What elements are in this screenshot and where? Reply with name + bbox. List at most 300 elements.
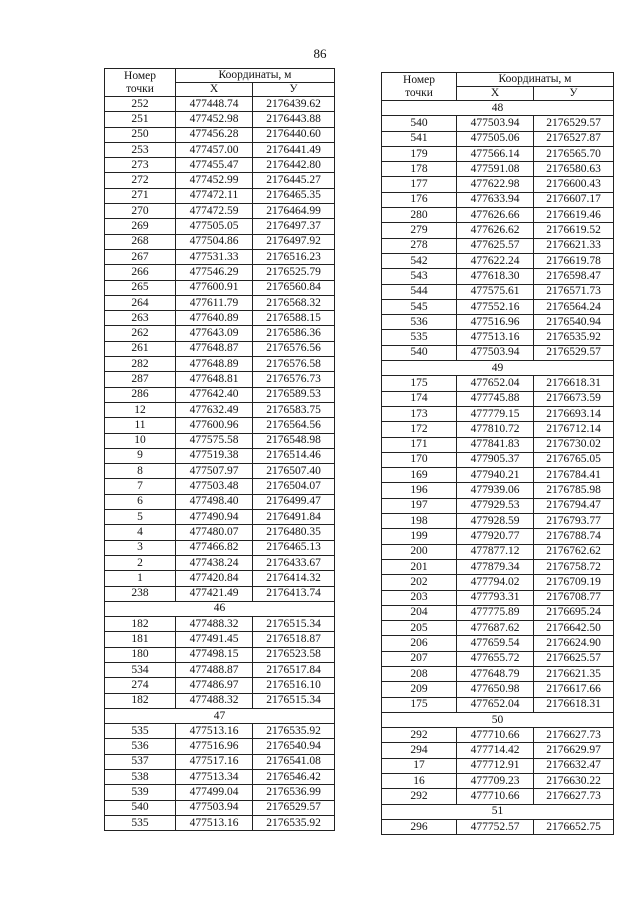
point-number-cell: 174 — [382, 391, 457, 406]
y-coordinate-cell: 2176621.33 — [534, 238, 614, 253]
x-coordinate-cell: 477455.47 — [176, 158, 253, 173]
x-coordinate-cell: 477794.02 — [457, 575, 534, 590]
point-number-cell: 9 — [105, 448, 176, 463]
table-left-body — [105, 69, 335, 831]
y-coordinate-cell: 2176785.98 — [534, 483, 614, 498]
y-coordinate-cell: 2176535.92 — [534, 330, 614, 345]
table-row — [382, 758, 614, 773]
x-coordinate-cell: 477626.66 — [457, 208, 534, 223]
table-row — [382, 208, 614, 223]
table-row — [382, 437, 614, 452]
y-coordinate-cell: 2176504.07 — [253, 479, 335, 494]
y-coordinate-cell: 2176617.66 — [534, 682, 614, 697]
point-number-cell: 11 — [105, 418, 176, 433]
y-coordinate-cell: 2176535.92 — [253, 815, 335, 830]
point-number-cell: 175 — [382, 376, 457, 391]
point-number-cell: 534 — [105, 662, 176, 677]
y-coordinate-cell: 2176465.35 — [253, 188, 335, 203]
point-number-cell: 296 — [382, 819, 457, 834]
table-row — [105, 800, 335, 815]
point-number-cell: 182 — [105, 693, 176, 708]
section-row — [382, 361, 614, 376]
x-coordinate-cell: 477503.94 — [457, 116, 534, 131]
y-coordinate-cell: 2176730.02 — [534, 437, 614, 452]
table-row — [382, 345, 614, 360]
y-coordinate-cell: 2176586.36 — [253, 326, 335, 341]
point-number-cell: 540 — [105, 800, 176, 815]
y-coordinate-cell: 2176541.08 — [253, 754, 335, 769]
y-coordinate-cell: 2176518.87 — [253, 632, 335, 647]
y-coordinate-cell: 2176619.52 — [534, 223, 614, 238]
table-row — [382, 544, 614, 559]
table-row — [105, 555, 335, 570]
section-row — [382, 101, 614, 116]
y-coordinate-cell: 2176765.05 — [534, 452, 614, 467]
table-row — [382, 743, 614, 758]
x-coordinate-cell: 477503.94 — [457, 345, 534, 360]
table-row — [105, 662, 335, 677]
x-coordinate-cell: 477618.30 — [457, 269, 534, 284]
point-number-cell: 176 — [382, 192, 457, 207]
y-coordinate-cell: 2176499.47 — [253, 494, 335, 509]
y-coordinate-cell: 2176589.53 — [253, 387, 335, 402]
y-coordinate-cell: 2176708.77 — [534, 590, 614, 605]
point-number-cell: 170 — [382, 452, 457, 467]
x-coordinate-cell: 477480.07 — [176, 525, 253, 540]
point-number-cell: 179 — [382, 146, 457, 161]
point-number-cell: 294 — [382, 743, 457, 758]
table-row — [105, 494, 335, 509]
point-number-cell: 273 — [105, 158, 176, 173]
point-number-cell: 280 — [382, 208, 457, 223]
point-number-cell: 181 — [105, 632, 176, 647]
point-number-cell: 3 — [105, 540, 176, 555]
table-row — [382, 774, 614, 789]
table-row — [382, 238, 614, 253]
x-coordinate-cell: 477652.04 — [457, 697, 534, 712]
table-row — [382, 177, 614, 192]
point-number-cell: 269 — [105, 219, 176, 234]
section-number: 46 — [105, 601, 335, 616]
table-row — [105, 402, 335, 417]
table-row — [382, 131, 614, 146]
table-right-body — [382, 73, 614, 835]
x-coordinate-cell: 477546.29 — [176, 265, 253, 280]
table-row — [105, 540, 335, 555]
y-coordinate-cell: 2176540.94 — [253, 739, 335, 754]
point-number-cell: 196 — [382, 483, 457, 498]
x-coordinate-cell: 477920.77 — [457, 529, 534, 544]
x-coordinate-cell: 477659.54 — [457, 636, 534, 651]
y-coordinate-cell: 2176712.14 — [534, 422, 614, 437]
point-number-cell: 182 — [105, 617, 176, 632]
coordinates-table-left — [104, 68, 335, 831]
x-coordinate-cell: 477779.15 — [457, 406, 534, 421]
x-coordinate-cell: 477600.96 — [176, 418, 253, 433]
y-coordinate-cell: 2176627.73 — [534, 789, 614, 804]
x-coordinate-cell: 477505.06 — [457, 131, 534, 146]
y-coordinate-cell: 2176642.50 — [534, 621, 614, 636]
y-coordinate-cell: 2176527.87 — [534, 131, 614, 146]
y-coordinate-cell: 2176560.84 — [253, 280, 335, 295]
x-coordinate-cell: 477575.61 — [457, 284, 534, 299]
point-number-cell: 278 — [382, 238, 457, 253]
point-number-cell: 175 — [382, 697, 457, 712]
table-row — [382, 529, 614, 544]
x-coordinate-cell: 477488.32 — [176, 617, 253, 632]
y-coordinate-cell: 2176568.32 — [253, 295, 335, 310]
x-coordinate-cell: 477625.57 — [457, 238, 534, 253]
y-coordinate-cell: 2176497.92 — [253, 234, 335, 249]
y-coordinate-cell: 2176632.47 — [534, 758, 614, 773]
x-coordinate-cell: 477519.38 — [176, 448, 253, 463]
x-coordinate-cell: 477928.59 — [457, 514, 534, 529]
x-coordinate-cell: 477877.12 — [457, 544, 534, 559]
x-coordinate-cell: 477640.89 — [176, 311, 253, 326]
x-coordinate-cell: 477498.15 — [176, 647, 253, 662]
y-coordinate-cell: 2176514.46 — [253, 448, 335, 463]
x-coordinate-cell: 477507.97 — [176, 464, 253, 479]
point-number-cell: 271 — [105, 188, 176, 203]
point-number-cell: 540 — [382, 345, 457, 360]
section-number: 49 — [382, 361, 614, 376]
x-coordinate-cell: 477655.72 — [457, 651, 534, 666]
y-coordinate-cell: 2176621.35 — [534, 666, 614, 681]
x-coordinate-cell: 477488.32 — [176, 693, 253, 708]
x-coordinate-cell: 477652.04 — [457, 376, 534, 391]
x-coordinate-cell: 477905.37 — [457, 452, 534, 467]
y-coordinate-cell: 2176413.74 — [253, 586, 335, 601]
point-number-cell: 202 — [382, 575, 457, 590]
y-coordinate-cell: 2176564.24 — [534, 299, 614, 314]
table-row — [105, 632, 335, 647]
y-coordinate-cell: 2176445.27 — [253, 173, 335, 188]
point-number-cell: 17 — [382, 758, 457, 773]
y-coordinate-cell: 2176673.59 — [534, 391, 614, 406]
point-number-cell: 2 — [105, 555, 176, 570]
y-coordinate-cell: 2176507.40 — [253, 464, 335, 479]
x-coordinate-cell: 477516.96 — [457, 315, 534, 330]
point-number-cell: 200 — [382, 544, 457, 559]
header-row — [382, 73, 614, 87]
table-row — [105, 418, 335, 433]
y-coordinate-cell: 2176788.74 — [534, 529, 614, 544]
table-row — [105, 280, 335, 295]
table-row — [105, 815, 335, 830]
table-row — [105, 127, 335, 142]
table-row — [105, 510, 335, 525]
table-row — [382, 376, 614, 391]
y-coordinate-cell: 2176576.56 — [253, 341, 335, 356]
point-number-cell: 208 — [382, 666, 457, 681]
y-coordinate-cell: 2176758.72 — [534, 559, 614, 574]
point-number-cell: 535 — [382, 330, 457, 345]
point-number-cell: 545 — [382, 299, 457, 314]
y-coordinate-cell: 2176784.41 — [534, 468, 614, 483]
x-coordinate-cell: 477752.57 — [457, 819, 534, 834]
point-number-cell: 169 — [382, 468, 457, 483]
x-header: X — [457, 87, 534, 101]
x-coordinate-cell: 477710.66 — [457, 789, 534, 804]
table-row — [105, 785, 335, 800]
x-coordinate-cell: 477466.82 — [176, 540, 253, 555]
x-coordinate-cell: 477490.94 — [176, 510, 253, 525]
x-coordinate-cell: 477438.24 — [176, 555, 253, 570]
table-row — [382, 621, 614, 636]
point-number-cell: 5 — [105, 510, 176, 525]
table-row — [105, 357, 335, 372]
table-row — [382, 651, 614, 666]
y-coordinate-cell: 2176619.46 — [534, 208, 614, 223]
point-number-cell: 535 — [105, 724, 176, 739]
point-number-cell: 7 — [105, 479, 176, 494]
point-number-cell: 203 — [382, 590, 457, 605]
point-number-cell: 10 — [105, 433, 176, 448]
point-number-cell: 16 — [382, 774, 457, 789]
x-coordinate-cell: 477622.24 — [457, 253, 534, 268]
point-number-cell: 253 — [105, 142, 176, 157]
y-coordinate-cell: 2176607.17 — [534, 192, 614, 207]
x-coordinate-cell: 477472.59 — [176, 204, 253, 219]
point-number-cell: 292 — [382, 789, 457, 804]
point-number-cell: 209 — [382, 682, 457, 697]
x-coordinate-cell: 477939.06 — [457, 483, 534, 498]
point-number-cell: 178 — [382, 162, 457, 177]
y-coordinate-cell: 2176440.60 — [253, 127, 335, 142]
y-coordinate-cell: 2176565.70 — [534, 146, 614, 161]
section-row — [382, 804, 614, 819]
y-coordinate-cell: 2176516.10 — [253, 678, 335, 693]
point-number-cell: 540 — [382, 116, 457, 131]
point-number-cell: 542 — [382, 253, 457, 268]
table-row — [382, 575, 614, 590]
table-row — [105, 311, 335, 326]
y-coordinate-cell: 2176433.67 — [253, 555, 335, 570]
point-number-cell: 204 — [382, 605, 457, 620]
y-coordinate-cell: 2176497.37 — [253, 219, 335, 234]
point-number-cell: 261 — [105, 341, 176, 356]
y-header: У — [534, 87, 614, 101]
point-number-cell: 262 — [105, 326, 176, 341]
point-number-cell: 535 — [105, 815, 176, 830]
header-row — [105, 69, 335, 83]
table-row — [105, 142, 335, 157]
table-row — [105, 693, 335, 708]
y-coordinate-cell: 2176540.94 — [534, 315, 614, 330]
y-coordinate-cell: 2176618.31 — [534, 697, 614, 712]
y-coordinate-cell: 2176624.90 — [534, 636, 614, 651]
y-coordinate-cell: 2176564.56 — [253, 418, 335, 433]
point-number-cell: 282 — [105, 357, 176, 372]
x-coordinate-cell: 477775.89 — [457, 605, 534, 620]
section-number: 48 — [382, 101, 614, 116]
table-row — [382, 162, 614, 177]
section-number: 51 — [382, 804, 614, 819]
x-coordinate-cell: 477452.99 — [176, 173, 253, 188]
point-number-cell: 536 — [105, 739, 176, 754]
table-row — [382, 391, 614, 406]
point-number-cell: 543 — [382, 269, 457, 284]
coordinates-header: Координаты, м — [457, 73, 614, 87]
table-row — [105, 479, 335, 494]
y-coordinate-cell: 2176517.84 — [253, 662, 335, 677]
point-number-cell: 252 — [105, 97, 176, 112]
x-coordinate-cell: 477841.83 — [457, 437, 534, 452]
x-coordinate-cell: 477712.91 — [457, 758, 534, 773]
table-row — [382, 299, 614, 314]
point-number-cell: 266 — [105, 265, 176, 280]
x-coordinate-cell: 477491.45 — [176, 632, 253, 647]
section-row — [105, 708, 335, 723]
y-coordinate-cell: 2176491.84 — [253, 510, 335, 525]
y-coordinate-cell: 2176630.22 — [534, 774, 614, 789]
table-row — [382, 666, 614, 681]
y-coordinate-cell: 2176618.31 — [534, 376, 614, 391]
header-point-line1: Номер — [124, 69, 156, 82]
table-row — [105, 173, 335, 188]
x-coordinate-cell: 477486.97 — [176, 678, 253, 693]
y-coordinate-cell: 2176414.32 — [253, 571, 335, 586]
table-row — [105, 647, 335, 662]
x-coordinate-cell: 477626.62 — [457, 223, 534, 238]
table-row — [382, 192, 614, 207]
point-number-header — [105, 69, 176, 97]
x-coordinate-cell: 477513.16 — [176, 724, 253, 739]
y-coordinate-cell: 2176515.34 — [253, 693, 335, 708]
y-coordinate-cell: 2176695.24 — [534, 605, 614, 620]
table-row — [105, 464, 335, 479]
point-number-cell: 197 — [382, 498, 457, 513]
x-coordinate-cell: 477448.74 — [176, 97, 253, 112]
table-row — [382, 315, 614, 330]
y-coordinate-cell: 2176464.99 — [253, 204, 335, 219]
x-coordinate-cell: 477456.28 — [176, 127, 253, 142]
y-coordinate-cell: 2176598.47 — [534, 269, 614, 284]
x-coordinate-cell: 477498.40 — [176, 494, 253, 509]
table-row — [105, 97, 335, 112]
x-coordinate-cell: 477793.31 — [457, 590, 534, 605]
x-coordinate-cell: 477531.33 — [176, 249, 253, 264]
table-row — [382, 819, 614, 834]
x-coordinate-cell: 477643.09 — [176, 326, 253, 341]
table-row — [105, 571, 335, 586]
x-coordinate-cell: 477611.79 — [176, 295, 253, 310]
table-row — [382, 116, 614, 131]
y-coordinate-cell: 2176793.77 — [534, 514, 614, 529]
y-header: У — [253, 83, 335, 97]
point-number-cell: 272 — [105, 173, 176, 188]
y-coordinate-cell: 2176523.58 — [253, 647, 335, 662]
table-row — [382, 514, 614, 529]
y-coordinate-cell: 2176548.98 — [253, 433, 335, 448]
table-row — [105, 295, 335, 310]
x-coordinate-cell: 477940.21 — [457, 468, 534, 483]
y-coordinate-cell: 2176580.63 — [534, 162, 614, 177]
point-number-cell: 172 — [382, 422, 457, 437]
x-coordinate-cell: 477452.98 — [176, 112, 253, 127]
coordinates-header: Координаты, м — [176, 69, 335, 83]
coordinates-table-right — [381, 72, 614, 835]
point-number-cell: 267 — [105, 249, 176, 264]
x-coordinate-cell: 477600.91 — [176, 280, 253, 295]
y-coordinate-cell: 2176443.88 — [253, 112, 335, 127]
point-number-cell: 251 — [105, 112, 176, 127]
table-row — [105, 586, 335, 601]
y-coordinate-cell: 2176762.62 — [534, 544, 614, 559]
point-number-cell: 292 — [382, 728, 457, 743]
x-coordinate-cell: 477513.34 — [176, 770, 253, 785]
y-coordinate-cell: 2176546.42 — [253, 770, 335, 785]
x-coordinate-cell: 477648.87 — [176, 341, 253, 356]
point-number-cell: 287 — [105, 372, 176, 387]
point-number-cell: 8 — [105, 464, 176, 479]
y-coordinate-cell: 2176439.62 — [253, 97, 335, 112]
table-row — [105, 678, 335, 693]
table-row — [382, 682, 614, 697]
point-number-cell: 171 — [382, 437, 457, 452]
x-coordinate-cell: 477499.04 — [176, 785, 253, 800]
table-row — [382, 697, 614, 712]
point-number-cell: 537 — [105, 754, 176, 769]
point-number-cell: 536 — [382, 315, 457, 330]
x-coordinate-cell: 477622.98 — [457, 177, 534, 192]
table-row — [382, 452, 614, 467]
point-number-cell: 270 — [105, 204, 176, 219]
table-row — [382, 406, 614, 421]
x-coordinate-cell: 477642.40 — [176, 387, 253, 402]
table-row — [105, 158, 335, 173]
header-point-line2: точки — [126, 82, 154, 95]
table-row — [105, 739, 335, 754]
table-row — [105, 448, 335, 463]
section-number: 50 — [382, 712, 614, 727]
x-coordinate-cell: 477457.00 — [176, 142, 253, 157]
point-number-cell: 4 — [105, 525, 176, 540]
x-coordinate-cell: 477714.42 — [457, 743, 534, 758]
y-coordinate-cell: 2176629.97 — [534, 743, 614, 758]
table-row — [105, 433, 335, 448]
x-coordinate-cell: 477516.96 — [176, 739, 253, 754]
table-row — [382, 253, 614, 268]
x-coordinate-cell: 477503.94 — [176, 800, 253, 815]
y-coordinate-cell: 2176536.99 — [253, 785, 335, 800]
table-row — [382, 269, 614, 284]
header-point-line1: Номер — [403, 73, 435, 86]
table-row — [105, 219, 335, 234]
x-coordinate-cell: 477687.62 — [457, 621, 534, 636]
x-coordinate-cell: 477566.14 — [457, 146, 534, 161]
point-number-cell: 541 — [382, 131, 457, 146]
x-header: X — [176, 83, 253, 97]
x-coordinate-cell: 477632.49 — [176, 402, 253, 417]
point-number-cell: 286 — [105, 387, 176, 402]
y-coordinate-cell: 2176576.58 — [253, 357, 335, 372]
point-number-cell: 6 — [105, 494, 176, 509]
point-number-cell: 201 — [382, 559, 457, 574]
x-coordinate-cell: 477648.79 — [457, 666, 534, 681]
y-coordinate-cell: 2176516.23 — [253, 249, 335, 264]
x-coordinate-cell: 477650.98 — [457, 682, 534, 697]
x-coordinate-cell: 477517.16 — [176, 754, 253, 769]
point-number-cell: 177 — [382, 177, 457, 192]
x-coordinate-cell: 477710.66 — [457, 728, 534, 743]
table-row — [382, 728, 614, 743]
y-coordinate-cell: 2176529.57 — [534, 345, 614, 360]
table-row — [382, 284, 614, 299]
y-coordinate-cell: 2176583.75 — [253, 402, 335, 417]
point-number-cell: 263 — [105, 311, 176, 326]
point-number-cell: 274 — [105, 678, 176, 693]
